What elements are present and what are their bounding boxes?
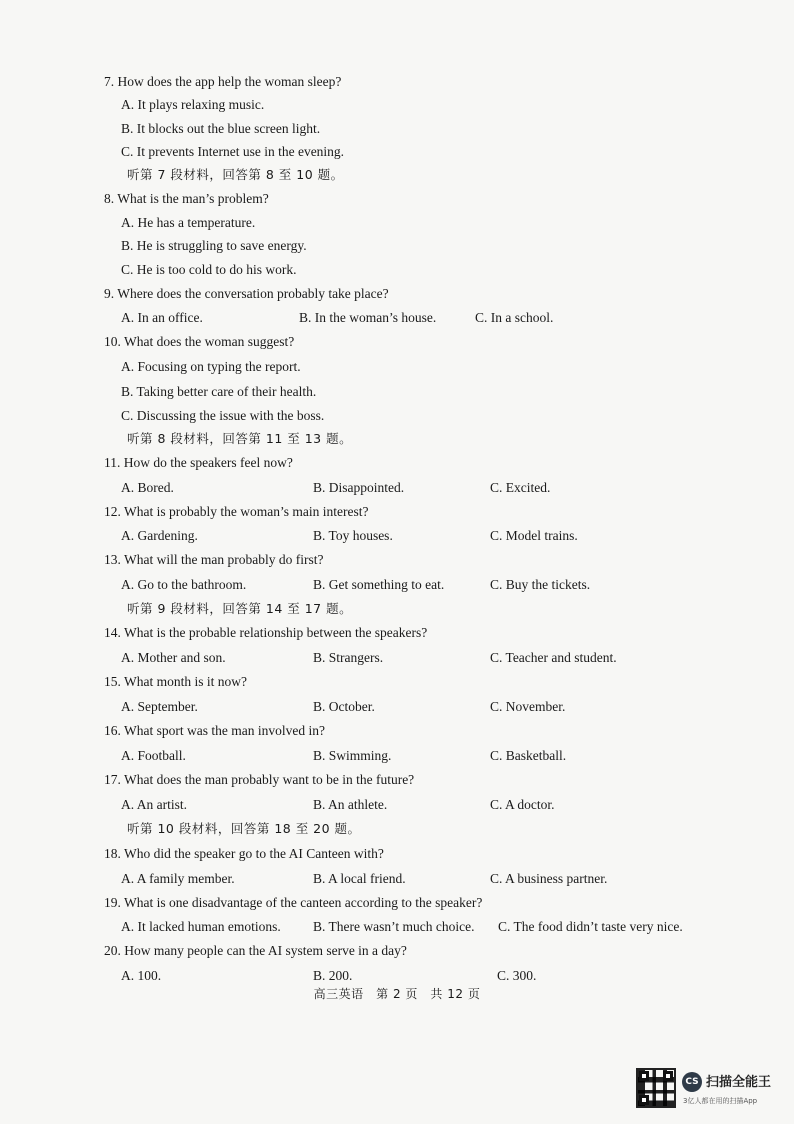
option-18c: C. A business partner. [490, 871, 608, 886]
question-20: 20. How many people can the AI system serve in a day? [104, 943, 407, 958]
option-row-20 [121, 967, 537, 985]
option-16a: A. Football. [121, 748, 186, 763]
camscanner-logo: CS [682, 1072, 702, 1092]
option-row-12 [121, 527, 578, 545]
option-row-9 [121, 309, 554, 327]
option-row-15 [121, 698, 566, 716]
instruction-part7: 听第 7 段材料，回答第 8 至 10 题。 [127, 167, 344, 182]
question-19: 19. What is one disadvantage of the canteen according to the speaker? [104, 895, 483, 910]
option-17a: A. An artist. [121, 797, 187, 812]
option-12a: A. Gardening. [121, 528, 198, 543]
option-11c: C. Excited. [490, 480, 551, 495]
option-11a: A. Bored. [121, 480, 174, 495]
option-row-13 [121, 576, 591, 594]
option-14a: A. Mother and son. [121, 650, 226, 665]
option-20b: B. 200. [313, 968, 353, 983]
option-20c: C. 300. [497, 968, 537, 983]
option-18b: B. A local friend. [313, 871, 406, 886]
option-19b: B. There wasn’t much choice. [313, 919, 475, 934]
option-9a: A. In an office. [121, 310, 203, 325]
question-15: 15. What month is it now? [104, 674, 247, 689]
question-11: 11. How do the speakers feel now? [104, 455, 293, 470]
option-17b: B. An athlete. [313, 797, 388, 812]
option-10a: A. Focusing on typing the report. [121, 359, 301, 374]
option-row-19 [121, 918, 683, 936]
option-7a: A. It plays relaxing music. [121, 97, 265, 112]
option-16b: B. Swimming. [313, 748, 392, 763]
option-7b: B. It blocks out the blue screen light. [121, 121, 321, 136]
option-8b: B. He is struggling to save energy. [121, 238, 307, 253]
option-row-11 [121, 479, 551, 497]
question-12: 12. What is probably the woman’s main interest? [104, 504, 369, 519]
option-19c: C. The food didn’t taste very nice. [498, 919, 683, 934]
option-12c: C. Model trains. [490, 528, 578, 543]
instruction-part9: 听第 9 段材料，回答第 14 至 17 题。 [127, 601, 353, 616]
option-10c: C. Discussing the issue with the boss. [121, 408, 325, 423]
instruction-part10: 听第 10 段材料，回答第 18 至 20 题。 [127, 821, 361, 836]
option-8a: A. He has a temperature. [121, 215, 256, 230]
option-14b: B. Strangers. [313, 650, 384, 665]
option-13a: A. Go to the bathroom. [121, 577, 247, 592]
option-18a: A. A family member. [121, 871, 235, 886]
option-9b: B. In the woman’s house. [299, 310, 437, 325]
qr-code-icon [636, 1068, 676, 1108]
question-9: 9. Where does the conversation probably take place? [104, 286, 389, 301]
option-10b: B. Taking better care of their health. [121, 384, 317, 399]
question-13: 13. What will the man probably do first? [104, 552, 324, 567]
option-row-18 [121, 870, 608, 888]
option-row-17 [121, 796, 555, 814]
question-14: 14. What is the probable relationship between the speakers? [104, 625, 428, 640]
option-16c: C. Basketball. [490, 748, 567, 763]
question-16: 16. What sport was the man involved in? [104, 723, 325, 738]
scanner-tagline: 3亿人都在用的扫描App [683, 1097, 758, 1105]
question-18: 18. Who did the speaker go to the AI Canteen with? [104, 846, 384, 861]
option-15c: C. November. [490, 699, 566, 714]
option-19a: A. It lacked human emotions. [121, 919, 281, 934]
page-footer: 高三英语 第 2 页 共 12 页 [313, 987, 481, 1001]
scanner-brand: 扫描全能王 [706, 1075, 772, 1090]
option-14c: C. Teacher and student. [490, 650, 617, 665]
option-11b: B. Disappointed. [313, 480, 405, 495]
option-13c: C. Buy the tickets. [490, 577, 591, 592]
option-17c: C. A doctor. [490, 797, 555, 812]
option-12b: B. Toy houses. [313, 528, 393, 543]
scanner-watermark [636, 1068, 786, 1112]
option-row-16 [121, 747, 567, 765]
question-7: 7. How does the app help the woman sleep? [104, 74, 342, 89]
question-17: 17. What does the man probably want to be in the future? [104, 772, 415, 787]
option-15b: B. October. [313, 699, 375, 714]
option-15a: A. September. [121, 699, 198, 714]
instruction-part8: 听第 8 段材料，回答第 11 至 13 题。 [127, 431, 353, 446]
option-9c: C. In a school. [475, 310, 554, 325]
option-7c: C. It prevents Internet use in the evening. [121, 144, 345, 159]
question-10: 10. What does the woman suggest? [104, 334, 295, 349]
option-8c: C. He is too cold to do his work. [121, 262, 297, 277]
question-8: 8. What is the man’s problem? [104, 191, 269, 206]
option-row-14 [121, 649, 617, 667]
option-20a: A. 100. [121, 968, 162, 983]
option-13b: B. Get something to eat. [313, 577, 445, 592]
